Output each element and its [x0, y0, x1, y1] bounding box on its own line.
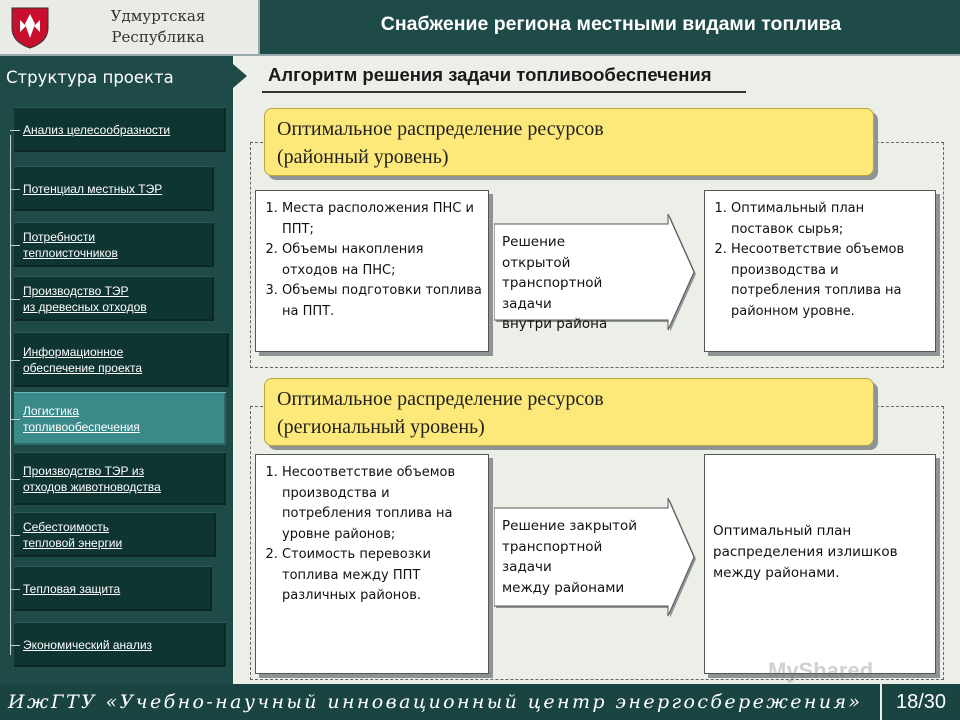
sidebar-item-information[interactable] — [14, 332, 229, 387]
page-title: Снабжение региона местными видами топлива — [380, 13, 842, 35]
sidebar-item-label: Потребности — [23, 230, 96, 244]
sidebar-item-label: обеспечение проекта — [23, 361, 143, 375]
process-line: Решение — [502, 234, 566, 250]
process-line: между районами — [502, 579, 625, 596]
sidebar-item-logistics[interactable] — [14, 392, 226, 445]
sidebar-item-cost[interactable] — [14, 512, 216, 557]
sidebar-item-heat-demand[interactable] — [14, 222, 214, 267]
sidebar-item-economic-analysis[interactable] — [14, 622, 226, 667]
list-item: 2. Несоответствие объемов производства и потребления топлива на районном уровне. — [731, 240, 929, 322]
sidebar-item-label: Анализ целесообразности — [23, 123, 171, 137]
sidebar-item-label: из древесных отходов — [23, 300, 147, 314]
region-process-text — [502, 516, 678, 598]
logo-text — [68, 6, 248, 48]
sidebar-item-label: тепловой энергии — [23, 536, 123, 550]
process-line: транспортной — [502, 275, 603, 291]
district-heading — [264, 108, 874, 176]
region-heading-line-1: Оптимальное распределение ресурсов — [277, 388, 604, 410]
coat-of-arms-icon — [6, 4, 54, 50]
footer-text: ИжГТУ «Учебно-научный инновационный центр энергосбережения» — [8, 691, 863, 713]
region-output-text: Оптимальный план распределения излишков между районами. — [713, 523, 898, 581]
sidebar-item-label: Информационное — [23, 345, 124, 359]
sidebar-item-label: Логистика — [23, 404, 80, 418]
region-heading-line-2: (региональный уровень) — [277, 416, 485, 438]
list-item: 2. Объемы накопления отходов на ПНС; — [282, 240, 482, 281]
list-item: 1. Несоответствие объемов производства и потребления топлива на уровне районов; — [282, 463, 482, 545]
sidebar-item-label: отходов животноводства — [23, 480, 161, 494]
sidebar-item-label: Тепловая защита — [23, 582, 121, 596]
list-item: 3. Объемы подготовки топлива на ППТ. — [282, 281, 482, 322]
district-outputs-box — [704, 190, 936, 352]
sidebar-item-label: топливообеспечения — [23, 420, 140, 434]
footer-bar — [0, 684, 880, 720]
process-line: задачи — [502, 295, 552, 312]
district-heading-line-2: (районный уровень) — [277, 146, 449, 168]
sidebar-tree-line — [10, 135, 11, 655]
region-output-box — [704, 454, 936, 674]
sidebar-item-label: теплоисточников — [23, 246, 118, 260]
process-line: транспортной — [502, 538, 603, 555]
district-inputs-box — [255, 190, 489, 352]
process-line: внутри района — [502, 316, 608, 332]
section-title: Алгоритм решения задачи топливообеспечения — [268, 64, 712, 85]
watermark: MyShared — [768, 658, 874, 683]
process-line: задачи — [502, 559, 552, 575]
sidebar-pointer-arrow — [233, 64, 247, 88]
logo-line-1: Удмуртская — [110, 7, 206, 25]
sidebar-item-label: Потенциал местных ТЭР — [23, 182, 163, 196]
sidebar-item-wood-waste[interactable] — [14, 276, 214, 321]
sidebar-item-label: Производство ТЭР — [23, 284, 129, 298]
sidebar-item-thermal-protection[interactable] — [14, 566, 212, 611]
list-item: 1. Места расположения ПНС и ППТ; — [282, 199, 482, 240]
sidebar-item-feasibility[interactable] — [14, 107, 226, 152]
sidebar-item-label: Себестоимость — [23, 520, 110, 534]
district-process-text — [502, 232, 672, 335]
region-heading — [264, 378, 874, 446]
sidebar-item-label: Экономический анализ — [23, 638, 153, 652]
logo-panel — [0, 0, 260, 54]
page-number: 18/30 — [882, 684, 960, 720]
sidebar-item-local-resources[interactable] — [14, 166, 214, 211]
process-line: открытой — [502, 254, 571, 271]
district-heading-line-1: Оптимальное распределение ресурсов — [277, 118, 604, 140]
list-item: 1. Оптимальный план поставок сырья; — [731, 199, 929, 240]
section-title-underline — [262, 91, 746, 93]
logo-line-2: Республика — [111, 28, 205, 46]
region-inputs-box — [255, 454, 489, 674]
sidebar-title: Структура проекта — [6, 68, 174, 87]
sidebar-item-livestock-waste[interactable] — [14, 452, 226, 505]
process-line: Решение закрытой — [502, 518, 638, 534]
sidebar-item-label: Производство ТЭР из — [23, 464, 145, 478]
list-item: 2. Стоимость перевозки топлива между ППТ различных районов. — [282, 545, 482, 607]
